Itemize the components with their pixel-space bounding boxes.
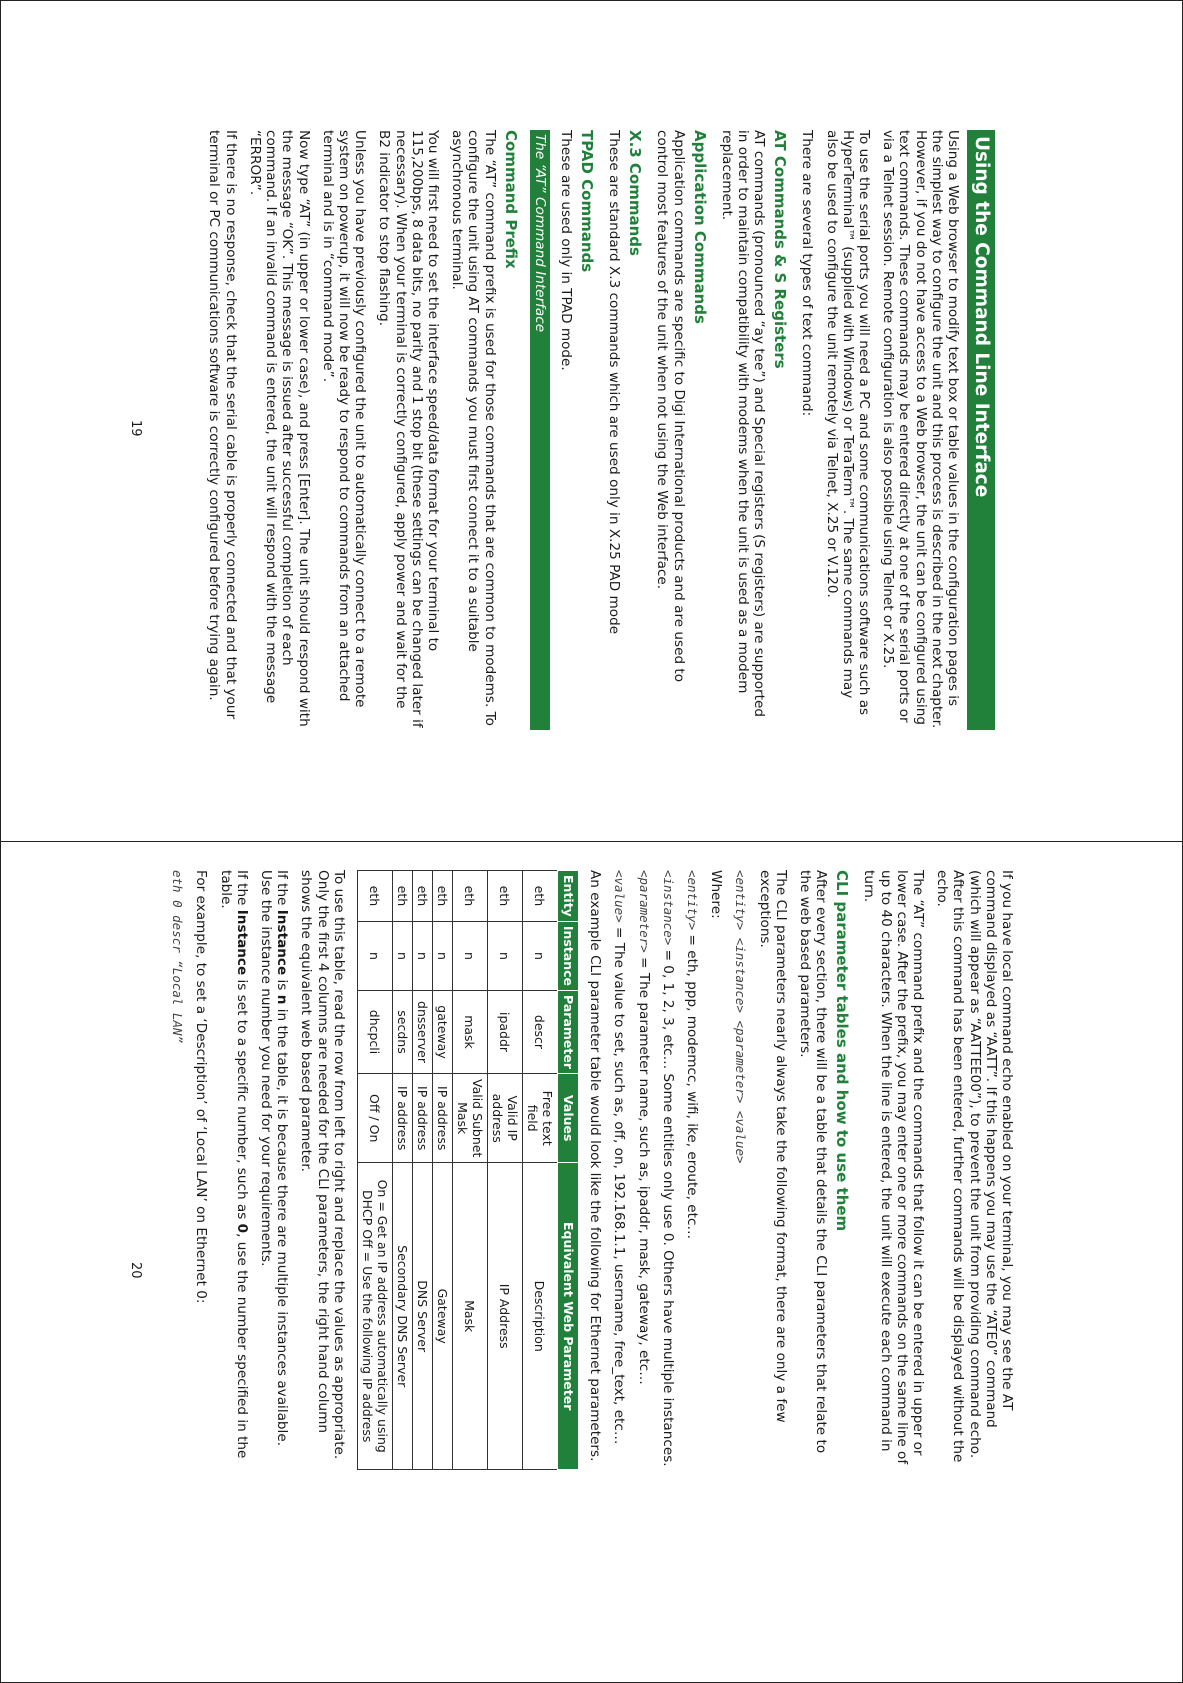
col-instance: Instance [557, 921, 578, 990]
for-example-paragraph: For example, to set a ‘Description’ of ‘Local LAN’ on Ethernet 0: [193, 870, 210, 1304]
use-table-paragraph: To use this table, read the row from left to right and replace the values as appropriate. Only the first 4 columns are needed for the CLI parameters, the right hand column shows the equivalent web based parameter. [298, 870, 347, 1460]
echo-paragraph: If you have local command echo enabled on your terminal, you may see the AT command displayed as “AATT”. If this happens you may use the “ATE0” command (which will appear as “AATTEE00”), to prevent the unit from providing command echo. After this command has been entered, further commands will be displayed without the echo. [934, 870, 1015, 1463]
table-row [392, 871, 412, 1470]
command-mode-paragraph: Unless you have previously configured the unit to automatically connect to a remote system on powerup, it will now be ready to respond to commands from an attached terminal and is in “command mode”. [319, 130, 369, 708]
def-instance-text: = 0, 1, 2, 3, etc… Some entities only use 0. Others have multiple instances. [659, 945, 676, 1467]
def-instance-term: <instance> [660, 870, 676, 946]
table-cell: IP Address [487, 1163, 522, 1470]
serial-ports-paragraph: To use the serial ports you will need a PC and some communications software such as HyperTerminal™ (supplied with Windows) or TeraTerm™. The same commands may also be used to configure the unit remotely via Telnet, X.25 or V.120. [823, 130, 872, 716]
page-number-20: 20 [128, 1262, 143, 1279]
text-fragment: , use the number specified in the table. [217, 870, 250, 1459]
example-command: eth 0 descr “Local LAN” [170, 870, 186, 1044]
instance-zero-term: 0 [233, 1223, 250, 1234]
col-parameter: Parameter [557, 991, 578, 1074]
instance-term: Instance [274, 909, 291, 976]
table-cell: n [432, 921, 452, 990]
table-cell: IP address [432, 1074, 452, 1163]
table-cell: n [412, 921, 432, 990]
table-cell: eth [452, 871, 487, 922]
at-interface-bar: The “AT” Command Interface [530, 130, 550, 730]
table-row [452, 871, 487, 1470]
table-cell: gateway [432, 991, 452, 1074]
case-paragraph: The “AT” command prefix and the commands that follow it can be entered in upper or lower case. After the prefix, you may enter one or more commands on the same line of up to 40 characters. When the line is entered, the unit will execute each command in turn. [861, 870, 926, 1465]
table-row [412, 871, 432, 1470]
table-cell: eth [487, 871, 522, 922]
def-instance [660, 870, 676, 1470]
text-fragment: If the [233, 870, 250, 910]
table-header-row [557, 871, 578, 1470]
def-value-term: <value> [612, 870, 628, 923]
table-cell: On = Get an IP address automatically using DHCP Off = Use the following IP address [357, 1163, 392, 1470]
table-cell: n [357, 921, 392, 990]
page-20 [0, 842, 1183, 1682]
intro-paragraph: Using a Web browser to modify text box or table values in the configuration pages is the simplest way to configure the unit and this process is described in the next chapter. However, if you do not have access to a Web browser, the unit can be configured using text commands. These commands may be entered directly at one of the serial ports or via a Telnet session. Remote configuration is also possible using Telnet or X.25. [880, 130, 961, 729]
table-cell: eth [522, 871, 557, 922]
cli-parameter-table [357, 870, 579, 1470]
chapter-title: Using the Command Line Interface [967, 130, 995, 730]
example-table-paragraph: An example CLI parameter table would look like the following for Ethernet parameters. [587, 870, 604, 1462]
no-response-paragraph: If there is no response, check that the serial cable is properly connected and that your terminal or PC communications software is correctly configured before trying again. [206, 130, 239, 720]
table-cell: Valid Subnet Mask [452, 1074, 487, 1163]
table-cell: DNS Server [412, 1163, 432, 1470]
col-web-parameter: Equivalent Web Parameter [557, 1163, 578, 1470]
table-row [357, 871, 392, 1470]
instance-n-term: n [274, 994, 291, 1005]
table-row [522, 871, 557, 1470]
table-cell: n [452, 921, 487, 990]
table-cell: n [522, 921, 557, 990]
format-paragraph: The CLI parameters nearly always take the following format, there are only a few exceptions. [756, 870, 789, 1423]
text-fragment: If the [274, 870, 291, 910]
cli-tables-heading: CLI parameter tables and how to use them [833, 870, 852, 1232]
table-cell: Description [522, 1163, 557, 1470]
x3-commands-heading: X.3 Commands [626, 130, 645, 256]
def-value-text: = The value to set, such as, off, on, 192.168.1.1, username, free_text, etc… [611, 922, 628, 1445]
application-commands-heading: Application Commands [690, 130, 709, 324]
text-fragment: is set to a specific number, such as [233, 975, 250, 1224]
command-prefix-paragraph: The “AT” command prefix is used for those commands that are common to modems. To configure the unit using AT commands you must first connect it to a suitable asynchronous terminal. [449, 130, 498, 726]
command-prefix-heading: Command Prefix [501, 130, 520, 269]
col-entity: Entity [557, 871, 578, 922]
table-cell: Free text field [522, 1074, 557, 1163]
type-at-paragraph: Now type “AT” (in upper or lower case), and press [Enter]. The unit should respond with the message “OK”. This message is issued after successful completion of each command. If an invalid command is entered, the unit will respond with the message “ERROR”. [246, 130, 312, 727]
interface-speed-paragraph: You will first need to set the interface speed/data format for your terminal to 115,200bps, 8 data bits, no parity and 1 stop bit (these settings can be changed later if necessary). When your terminal is correctly configured, apply power and wait for the B2 indicator to stop flashing. [376, 130, 441, 728]
format-syntax: <entity> <instance> <parameter> <value> [733, 870, 749, 1164]
table-cell: dnsserver [412, 991, 432, 1074]
application-commands-paragraph: Application commands are specific to Digi International products and are used to control most features of the unit when not using the Web interface. [654, 130, 687, 683]
table-cell: eth [357, 871, 392, 922]
instance-specific-paragraph [217, 870, 249, 1470]
at-commands-heading: AT Commands & S Registers [771, 130, 790, 369]
table-cell: eth [392, 871, 412, 922]
page-19-content [198, 130, 995, 730]
table-cell: IP address [392, 1074, 412, 1163]
table-cell: eth [412, 871, 432, 922]
table-cell: Off / On [357, 1074, 392, 1163]
x3-commands-paragraph: These are standard X.3 commands which are used only in X.25 PAD mode [606, 130, 623, 635]
table-cell: dhcpcli [357, 991, 392, 1074]
table-cell: descr [522, 991, 557, 1074]
table-cell: IP address [412, 1074, 432, 1163]
table-cell: Gateway [432, 1163, 452, 1470]
table-cell: eth [432, 871, 452, 922]
table-cell: Secondary DNS Server [392, 1163, 412, 1470]
instance-term: Instance [233, 909, 250, 976]
def-entity-term: <entity> [684, 870, 700, 931]
after-section-paragraph: After every section, there will be a table that details the CLI parameters that relate to the web based parameters. [796, 870, 830, 1454]
table-cell: Mask [452, 1163, 487, 1470]
def-entity-text: = eth, ppp, modemcc, wifi, ike, eroute, etc… [683, 930, 700, 1240]
table-cell: secdns [392, 991, 412, 1074]
text-fragment: is [274, 975, 291, 995]
where-label: Where: [708, 870, 725, 919]
text-fragment: in the table, it is because there are multiple instances available. Use the instance number you need for your requirements. [257, 870, 291, 1447]
table-cell: ipaddr [487, 991, 522, 1074]
command-types-paragraph: There are several types of text command: [799, 130, 816, 417]
page-19 [0, 0, 1183, 840]
table-cell: n [487, 921, 522, 990]
tpad-commands-paragraph: These are used only in TPAD mode. [557, 130, 574, 371]
table-cell: n [392, 921, 412, 990]
def-parameter [635, 870, 651, 1470]
table-row [487, 871, 522, 1470]
col-values: Values [557, 1074, 578, 1163]
table-cell: mask [452, 991, 487, 1074]
def-parameter-text: = The parameter name, such as, ipaddr, mask, gateway, etc… [635, 952, 652, 1385]
table-cell: Valid IP address [487, 1074, 522, 1163]
def-value [611, 870, 627, 1470]
tpad-commands-heading: TPAD Commands [577, 130, 596, 273]
instance-n-paragraph [258, 870, 290, 1470]
table-row [432, 871, 452, 1470]
def-parameter-term: <parameter> [636, 870, 652, 953]
def-entity [684, 870, 700, 1470]
at-commands-paragraph: AT commands (pronounced “ay tee”) and Special registers (S registers) are supported in order to maintain compatibility with modems when the unit is used as a modem replacement. [718, 130, 768, 717]
page-number-19: 19 [128, 420, 143, 437]
page-20-content [161, 870, 1015, 1470]
